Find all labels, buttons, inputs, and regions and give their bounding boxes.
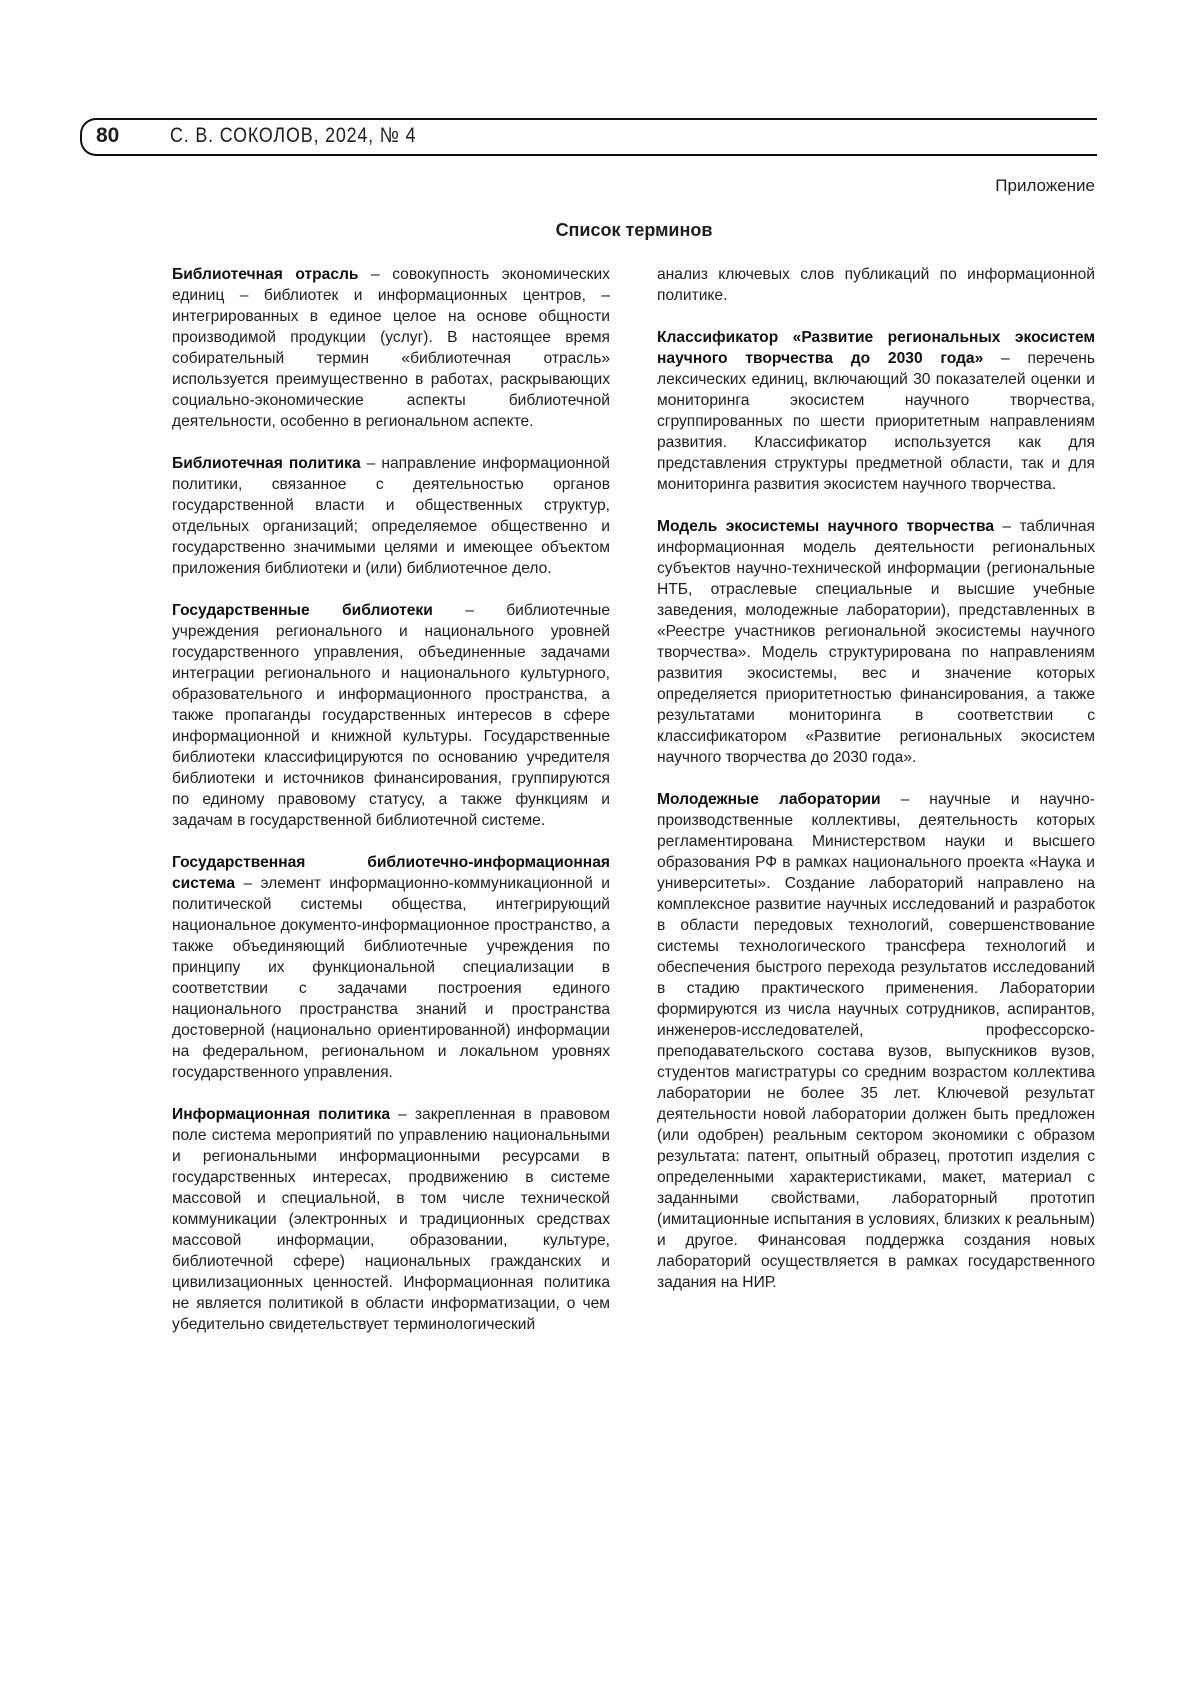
term-definition: – научные и научно-производственные коллективы, деятельность которых регламентирована Министерством науки и высшего образования РФ в рамках национального проекта «Наука и университеты». Создание лабораторий направлено на комплексное развитие научных исследований и разработок в области передовых технологий, совершенствование системы технологического трансфера технологий и обеспечения быстрого перехода результатов исследований в стадию практического применения. Лаборатории формируются из числа научных сотрудников, аспирантов, инженеров-исследователей, профессорско-преподавательского состава вузов, выпускников вузов, студентов магистратуры со средним возрастом коллектива лаборатории не более 35 лет. Ключевой результат деятельности новой лаборатории должен быть предложен (или одобрен) реальным сектором экономики с образом результата: патент, опытный образец, прототип изделия с определенными характеристиками, макет, материал с заданными свойствами, лабораторный прототип (имитационные испытания в условиях, близких к реальным) и другое. Финансовая поддержка создания новых лабораторий осуществляется в рамках государственного задания на НИР. — [657, 791, 1095, 1291]
term-entry — [172, 453, 610, 579]
term-entry — [172, 264, 610, 432]
term-entry — [172, 1104, 610, 1335]
term-entry — [172, 600, 610, 831]
term-definition: – табличная информационная модель деятельности региональных субъектов научно-технической информации (региональные НТБ, отраслевые специальные и высшие учебные заведения, молодежные лаборатории), представленных в «Реестре участников региональной экосистемы научного творчества». Модель структурирована по направлениям развития экосистемы, вес и значение которых определяется приоритетностью финансирования, а также результатами мониторинга в соответствии с классификатором «Развитие региональных экосистем научного творчества до 2030 года». — [657, 518, 1095, 766]
term-name: Классификатор «Развитие региональных экосистем научного творчества до 2030 года» — [657, 329, 1095, 367]
left-column — [172, 264, 610, 1356]
right-column — [657, 264, 1095, 1314]
term-definition: – элемент информационно-коммуникационной и политической системы общества, интегрирующий национальное документо-информационное пространство, а также объединяющий библиотечные учреждения по принципу их функциональной специализации в соответствии с задачами построения единого национального пространства знаний и пространства достоверной (национально ориентированной) информации на федеральном, региональном и локальном уровнях государственного управления. — [172, 875, 610, 1081]
term-name: Модель экосистемы научного творчества — [657, 518, 994, 535]
page-title: Список терминов — [0, 220, 1200, 241]
term-name: Информационная политика — [172, 1106, 390, 1123]
term-name: Библиотечная политика — [172, 455, 361, 472]
appendix-label: Приложение — [995, 176, 1095, 196]
term-name: Библиотечная отрасль — [172, 266, 358, 283]
term-definition: – совокупность экономических единиц – библиотек и информационных центров, – интегрированных в единое целое на основе общности производимой продукции (услуг). В настоящее время собирательный термин «библиотечная отрасль» используется преимущественно в работах, раскрывающих социально-экономические аспекты библиотечной деятельности, особенно в региональном аспекте. — [172, 266, 610, 430]
page-number: 80 — [96, 124, 119, 148]
term-entry — [657, 516, 1095, 768]
term-entry — [172, 852, 610, 1083]
continued-text: анализ ключевых слов публикаций по информационной политике. — [657, 264, 1095, 306]
running-header — [80, 118, 1097, 156]
term-name: Молодежные лаборатории — [657, 791, 881, 808]
term-definition: – направление информационной политики, связанное с деятельностью органов государственной власти и общественных структур, отдельных организаций; определяемое общественно и государственно значимыми целями и имеющее объектом приложения библиотеки и (или) библиотечное дело. — [172, 455, 610, 577]
term-name: Государственная библиотечно-информационная система — [172, 854, 610, 892]
term-definition: – перечень лексических единиц, включающий 30 показателей оценки и мониторинга экосистем научного творчества, сгруппированных по шести приоритетным направлениям развития. Классификатор используется как для представления структуры предметной области, так и для мониторинга развития экосистем научного творчества. — [657, 350, 1095, 493]
term-entry — [657, 327, 1095, 495]
term-name: Государственные библиотеки — [172, 602, 433, 619]
term-entry — [657, 789, 1095, 1293]
running-title: С. В. СОКОЛОВ, 2024, № 4 — [170, 124, 416, 148]
term-definition: – библиотечные учреждения регионального и национального уровней государственного управления, объединенные задачами интеграции регионального и национального культурного, образовательного и информационного пространства, а также пропаганды государственных интересов в сфере информационной и книжной культуры. Государственные библиотеки классифицируются по основанию учредителя библиотеки и источников финансирования, группируются по единому правовому статусу, а также функциям и задачам в государственной библиотечной системе. — [172, 602, 610, 829]
term-definition: – закрепленная в правовом поле система мероприятий по управлению национальными и региональными информационными ресурсами в государственных интересах, продвижению в системе массовой и специальной, в том числе технической коммуникации (электронных и традиционных средствах массовой информации, образовании, культуре, библиотечной сфере) национальных гражданских и цивилизационных ценностей. Информационная политика не является политикой в области информатизации, о чем убедительно свидетельствует терминологический — [172, 1106, 610, 1333]
